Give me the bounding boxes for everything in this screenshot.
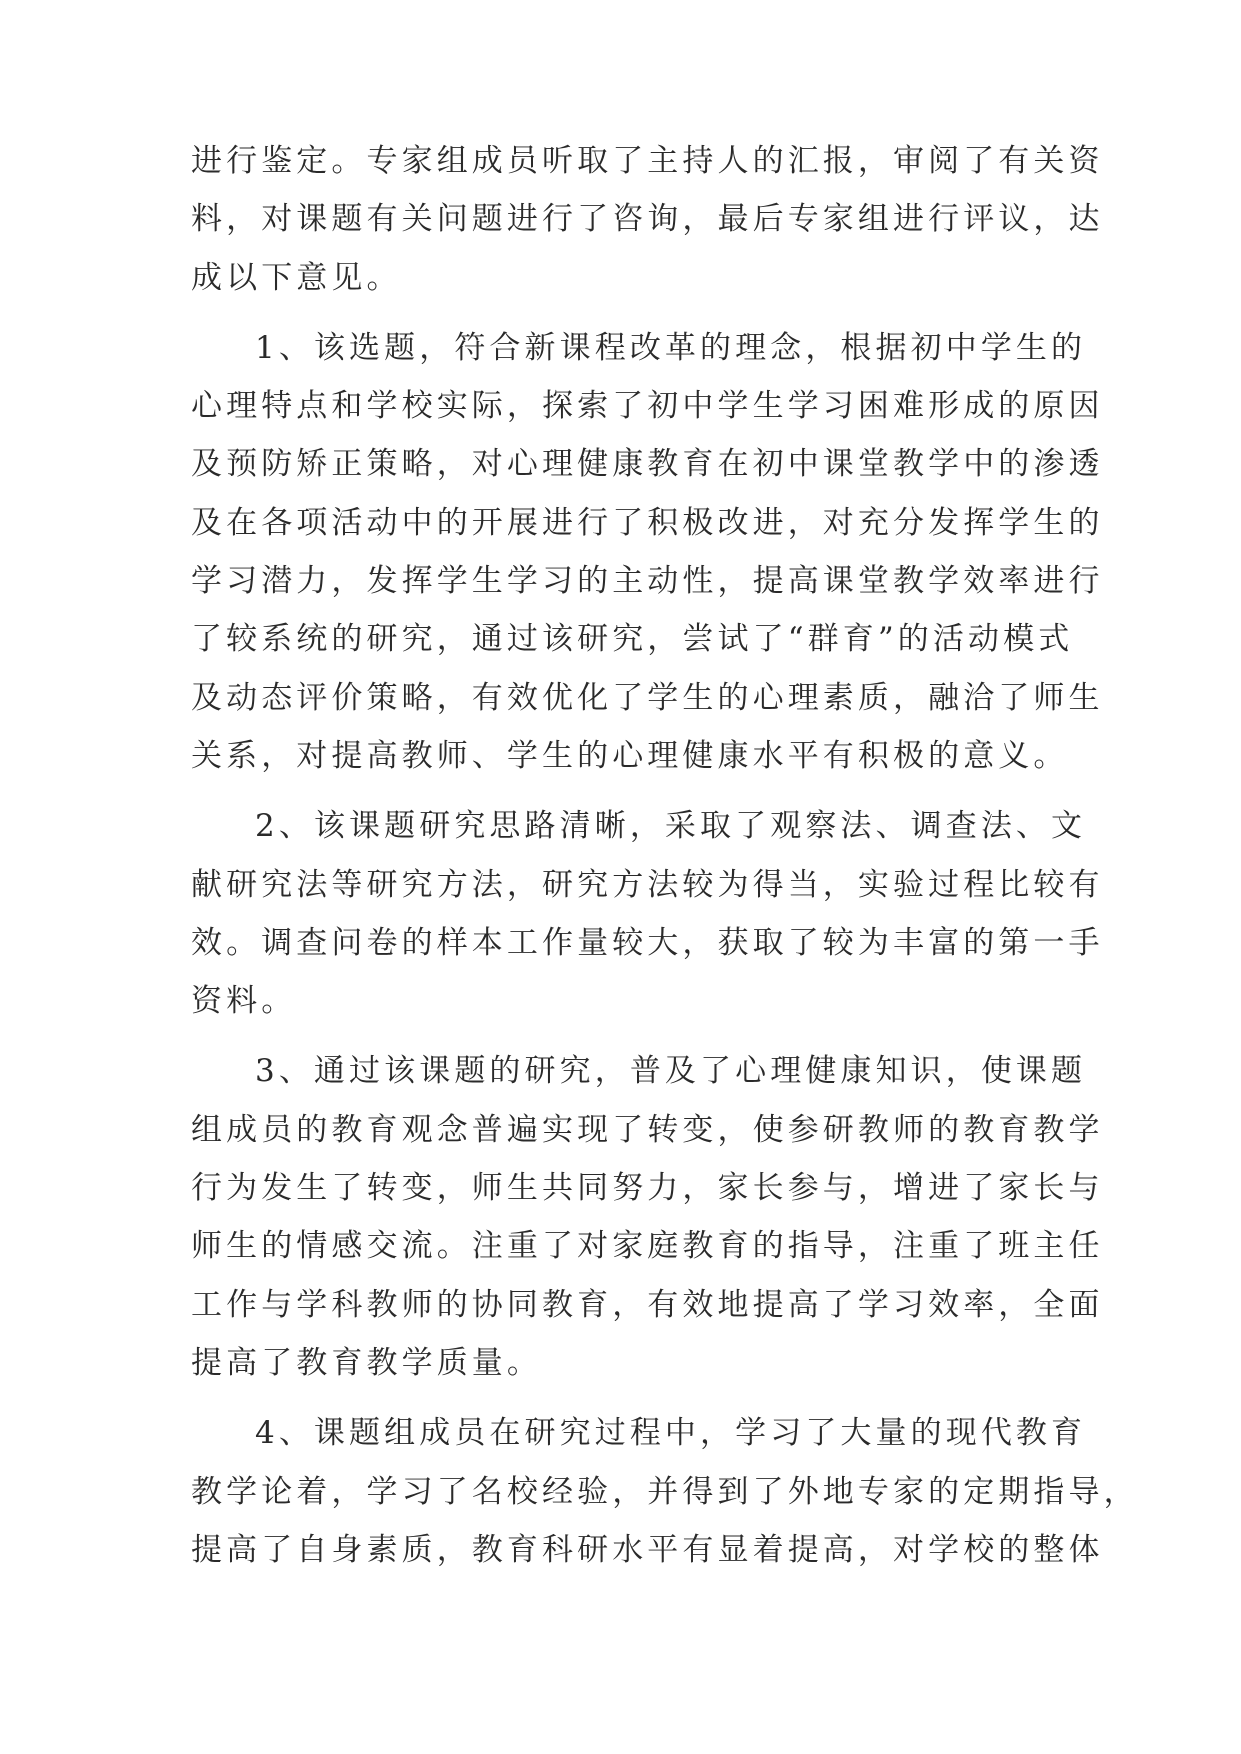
text-line: 进行鉴定。专家组成员听取了主持人的汇报，审阅了有关资 — [191, 143, 1104, 179]
paragraph-spacer — [191, 1030, 1051, 1042]
text-line: 教学论着，学习了名校经验，并得到了外地专家的定期指导， — [191, 1473, 1139, 1510]
text-line: 师生的情感交流。注重了对家庭教育的指导，注重了班主任 — [191, 1228, 1104, 1265]
text-line: 2、该课题研究思路清晰，采取了观察法、调查法、文 — [255, 808, 1087, 845]
paragraph-item-3 — [191, 1042, 1104, 1392]
text-line: 成以下意见。 — [191, 259, 402, 296]
text-line: 工作与学科教师的协同教育，有效地提高了学习效率，全面 — [191, 1286, 1104, 1323]
paragraph-spacer — [191, 307, 1051, 319]
paragraph-item-2 — [191, 797, 1104, 1030]
text-line: 及动态评价策略，有效优化了学生的心理素质，融洽了师生 — [191, 679, 1104, 716]
paragraph-item-1 — [191, 319, 1104, 785]
document-body — [191, 132, 1139, 1579]
text-line: 提高了自身素质，教育科研水平有显着提高，对学校的整体 — [191, 1531, 1104, 1568]
text-line: 4、课题组成员在研究过程中，学习了大量的现代教育 — [255, 1415, 1087, 1452]
text-line: 及在各项活动中的开展进行了积极改进，对充分发挥学生的 — [191, 504, 1104, 541]
text-line: 3、通过该课题的研究，普及了心理健康知识，使课题 — [255, 1053, 1087, 1090]
text-line: 料，对课题有关问题进行了咨询，最后专家组进行评议，达 — [191, 201, 1104, 238]
text-line: 关系，对提高教师、学生的心理健康水平有积极的意义。 — [191, 737, 1069, 774]
text-line: 1、该选题，符合新课程改革的理念，根据初中学生的 — [255, 329, 1087, 366]
text-line: 心理特点和学校实际，探索了初中学生学习困难形成的原因 — [191, 388, 1104, 425]
text-line: 效。调查问卷的样本工作量较大，获取了较为丰富的第一手 — [191, 924, 1104, 961]
paragraph-intro — [191, 132, 1104, 307]
text-line: 及预防矫正策略，对心理健康教育在初中课堂教学中的渗透 — [191, 446, 1104, 483]
text-line: 了较系统的研究，通过该研究，尝试了“群育”的活动模式 — [191, 621, 1074, 658]
text-line: 行为发生了转变，师生共同努力，家长参与，增进了家长与 — [191, 1170, 1104, 1207]
paragraph-item-4 — [191, 1404, 1139, 1579]
text-line: 学习潜力，发挥学生学习的主动性，提高课堂教学效率进行 — [191, 563, 1104, 600]
text-line: 献研究法等研究方法，研究方法较为得当，实验过程比较有 — [191, 866, 1104, 903]
paragraph-spacer — [191, 785, 1051, 797]
text-line: 资料。 — [191, 983, 297, 1020]
paragraph-spacer — [191, 1392, 1051, 1404]
text-line: 提高了教育教学质量。 — [191, 1344, 542, 1381]
text-line: 组成员的教育观念普遍实现了转变，使参研教师的教育教学 — [191, 1111, 1104, 1148]
